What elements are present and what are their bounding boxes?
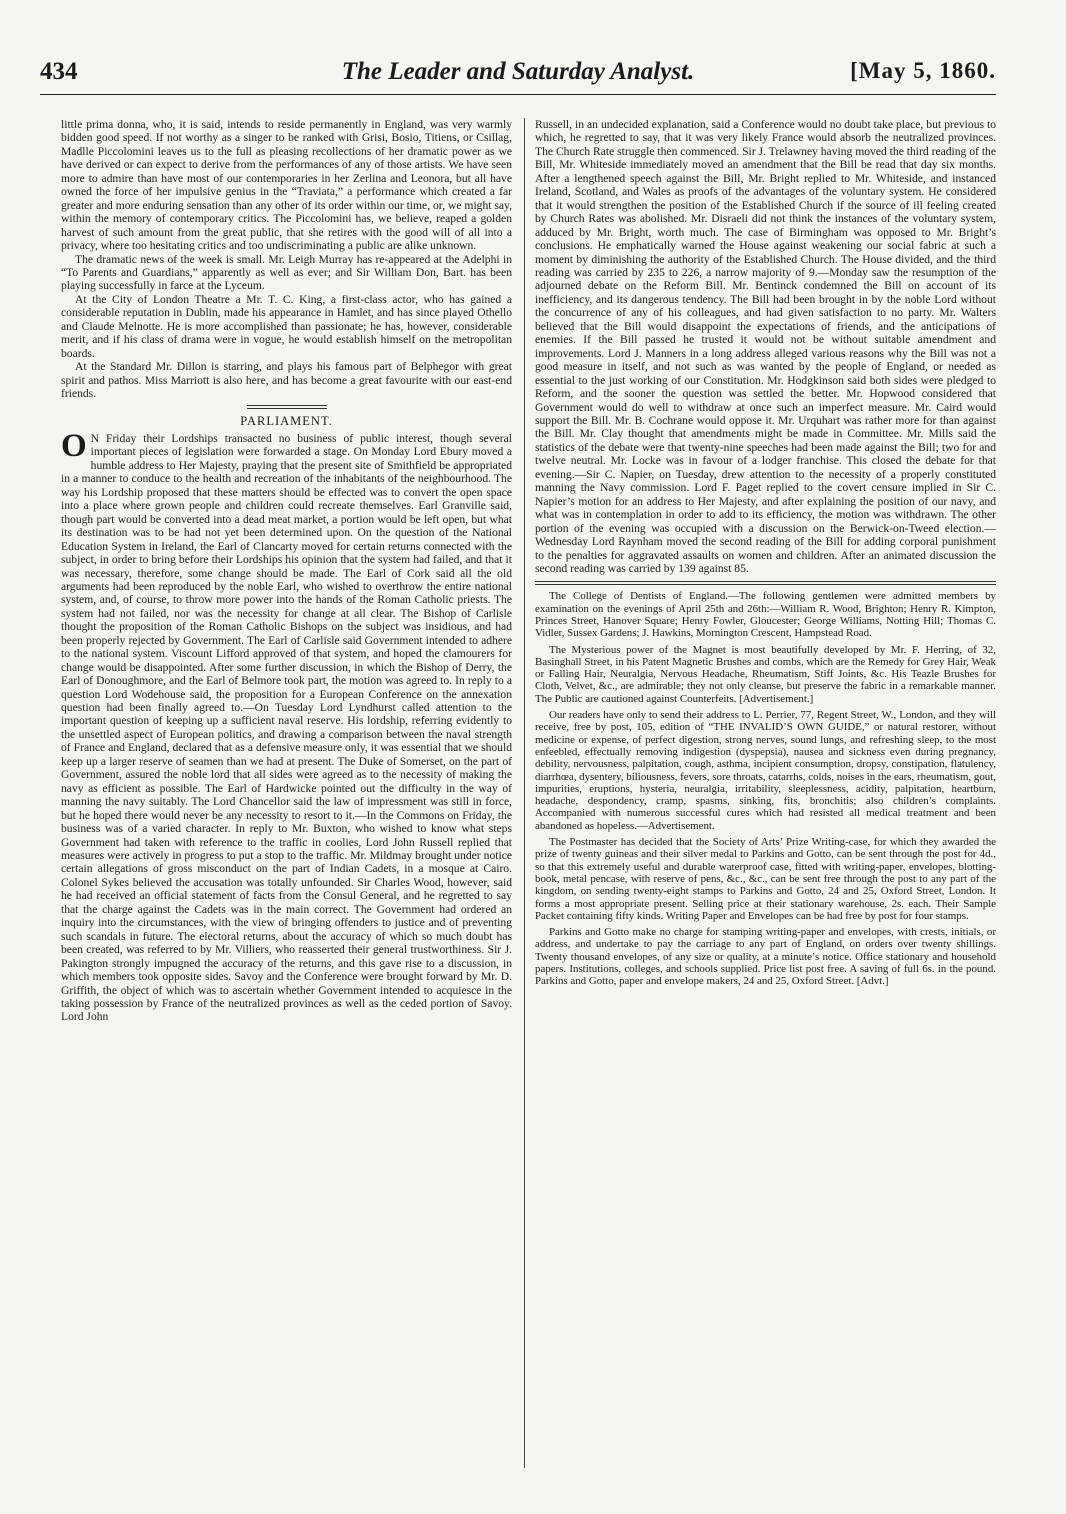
- parliament-continued: Russell, in an undecided explanation, said a Conference would no doubt take place, but previous to which, he regretted to say, that it was very likely France would absorb the neutralized provinces. The Church Rate struggle then commenced. Sir J. Trelawney having moved the third reading of the Bill, Mr. Whiteside immediately moved an amendment that the Bill be read that day six months. After a lengthened speech against the Bill, Mr. Bright replied to Mr. Whiteside, and instanced Ireland, Scotland, and Wales as proofs of the advantages of the voluntary system. He considered that it would strengthen the position of the Established Church if the source of ill feeling created by Church Rates was abolished. Mr. Disraeli did not think the instances of the voluntary system, adduced by Mr. Bright, worth much. The case of Birmingham was opposed to Mr. Bright’s conclusions. He emphatically warned the House against weakening our social fabric at such a moment by diminishing the authority of the Established Church. The House divided, and the third reading was carried by 235 to 226, a narrow majority of 9.—Monday saw the resumption of the adjourned debate on the Reform Bill. Mr. Bentinck condemned the Bill on account of its inefficiency, and its dangerous tendency. The Bill had been brought in by the noble Lord without the concurrence of any of his colleagues, and had given satisfaction to no party. Mr. Walters believed that the Bill would disappoint the expectations of friends, and the anticipations of enemies. If the Bill passed he trusted it would not be without suitable amendment and improvements. Lord J. Manners in a long address alleged various reasons why the Bill was not a good measure in itself, and not such as was wanted by the people of England, or needed as essential to the just working of our Constitution. Mr. Hodgkinson said both sides were pledged to Reform, and the sooner the question was settled the better. Mr. Hopwood considered that Government would do well to withdraw at once such an imperfect measure. Mr. Caird would support the Bill. Mr. B. Cochrane would oppose it. Mr. Urquhart was rather more for than against the Bill. Mr. Clay thought that amendments might be made in Committee. Mr. Mills said the statistics of the debate were that twenty-nine speeches had been made against the Bill; two for and twelve neutral. Mr. Locke was in favour of a lodger franchise. This closed the debate for that evening.—Sir C. Napier, on Tuesday, drew attention to the necessity of a properly constituted manning the Navy commission. Lord F. Paget replied to the covert censure implied in Sir C. Napier’s motion for an address to Her Majesty, and after explaining the position of our navy, and what was in contemplation in order to add to its efficiency, the motion was withdrawn. The other portion of the evening was occupied with a discussion on the Berwick-on-Tweed election.—Wednesday Lord Raynham moved the second reading of the Bill for adding corporal punishment to the penalties for aggravated assaults on women and children. After an animated discussion the second reading was carried by 139 against 85.: [535, 118, 996, 575]
- advert-writing-case: The Postmaster has decided that the Society of Arts’ Prize Writing-case, for which they awarded the prize of twenty guineas and their silver medal to Parkins and Gotto, can be sent through the post for 4d., so that this extremely useful and durable waterproof case, fitted with writing-paper, envelopes, blotting-book, metal pencase, with reserve of pens, &c., &c., can be sent free through the post to any part of the kingdom, on sending twenty-eight stamps to Parkins and Gotto, 24 and 25, Oxford Street, London. It forms a most appropriate present. Selling price at their stationary warehouse, 2s. each. Their Sample Packet containing fifty kinds. Writing Paper and Envelopes can be had free by post for four stamps.: [535, 836, 996, 922]
- masthead-rule: [40, 94, 996, 95]
- theatre-paragraph-4: At the Standard Mr. Dillon is starring, and plays his famous part of Belphegor with great spirit and pathos. Miss Marriott is also here, and has become a great favourite with our east-end friends.: [61, 360, 512, 401]
- advert-invalids-guide: Our readers have only to send their address to L. Perrier, 77, Regent Street, W., London, and they will receive, free by post, 105, edition of “THE INVALID’S OWN GUIDE,” or natural restorer, without medicine or expense, of perfect digestion, strong nerves, sound lungs, and refreshing sleep, to the most enfeebled, effectually removing indigestion (dyspepsia), nausea and sickness even during pregnancy, debility, nervousness, palpitation, cough, asthma, incipient consumption, dropsy, constipation, flatulency, diarrhœa, dysentery, biliousness, fevers, sore throats, catarrhs, colds, noises in the ears, rheumatism, gout, impurities, eruptions, hysteria, neuralgia, irritability, sleeplessness, acidity, palpitation, heartburn, headache, despondency, cramp, spasms, sinking, fits, bronchitis; also children’s complaints. Accompanied with numerous successful cures which had resisted all medical treatment and been abandoned as hopeless.—Advertisement.: [535, 709, 996, 832]
- advert-dentists: The College of Dentists of England.—The following gentlemen were admitted members by examination on the evenings of April 25th and 26th:—William R. Wood, Brighton; Henry R. Kimpton, Princes Street, Hanover Square; Henry Fowler, Gloucester; George Williams, Notting Hill; Thomas C. Vidler, Sussex Gardens; J. Hawkins, Mornington Crescent, Hampstead Road.: [535, 590, 996, 640]
- advertisements: [535, 590, 996, 987]
- column-divider: [524, 118, 525, 1468]
- right-column: [535, 118, 996, 992]
- publication-title: The Leader and Saturday Analyst.: [341, 58, 695, 85]
- advert-rule: [535, 581, 996, 585]
- left-column: [61, 118, 512, 1024]
- parliament-paragraph: [61, 427, 512, 1024]
- theatre-paragraph-3: At the City of London Theatre a Mr. T. C. King, a first-class actor, who has gained a considerable reputation in Dublin, made his appearance in Hamlet, and has since played Othello and Claude Melnotte. He is more accomplished than passionate; he has, however, considerable merit, and if his class of drama were in vogue, he would establish himself on the metropolitan boards.: [61, 292, 512, 360]
- section-rule: [247, 405, 327, 409]
- page-number: 434: [40, 58, 78, 85]
- parliament-text: N Friday their Lordships transacted no business of public interest, though several important pieces of legislation were forwarded a stage. On Monday Lord Ebury moved a humble address to Her Majesty, praying that the present site of Smithfield be appropriated in a manner to conduce to the health and recreation of the inhabitants of the neighbourhood. The way his Lordship proposed that these matters should be effected was to convert the open space into a place where grown people and children could recreate themselves. Earl Granville said, though part would be converted into a dead meat market, a portion would be left open, but what its destination was to be had not yet been determined upon. On the question of the National Education System in Ireland, the Earl of Clancarty moved for certain returns connected with the subject, in order to bring before their Lordships his opinion that the system had failed, and that it was necessary, therefore, some change should be made. The Earl of Cork said all the old arguments had been reproduced by the noble Earl, who wished to overthrow the entire national system, and, of course, to throw more power into the hands of the Roman Catholic priests. The system had not failed, nor was the necessity for change at all clear. The Bishop of Carlisle thought the proposition of the Roman Catholic Bishops on the subject was insidious, and had been properly rejected by Government. The Earl of Carlisle said Government intended to adhere to the national system. Viscount Lifford approved of that system, and hoped the clamourers for change would be disappointed. After some further discussion, in which the Bishop of Derry, the Earl of Donoughmore, and the Earl of Belmore took part, the motion was agreed to. In reply to a question Lord Wodehouse said, the proposition for a European Conference on the annexation question had been finally agreed to.—On Tuesday Lord Lyndhurst called attention to the important question of keeping up a sufficient naval reserve. His lordship, referring evidently to the unsettled aspect of European politics, and drawing a comparison between the naval strength of France and England, declared that as a defensive measure only, it was essential that we should keep up a larger reserve of seamen than we had at present. The Duke of Somerset, on the part of Government, assured the noble lord that all sides were agreed as to the necessity of making the navy as efficient as possible. The Earl of Hardwicke pointed out the difficulty in the way of manning the navy suitably. The Lord Chancellor said the law of impressment was still in force, but he hoped there would never be any necessity to resort to it.—In the Commons on Friday, the business was of a varied character. In reply to Mr. Buxton, who wished to know what steps Government had taken with reference to the traffic in coolies, Lord John Russell replied that measures were actively in progress to put a stop to the traffic. Mr. Mildmay brought under notice certain allegations of gross misconduct on the part of Indian Cadets, in a mosque at Cairo. Colonel Sykes believed the accusation was totally unfounded. Sir Charles Wood, however, said he had received an official statement of facts from the Consul General, and he regretted to say that the charge against the Cadets was in the main correct. The Government had ordered an inquiry into the circumstances, with the view of bringing offenders to justice and of preventing such scandals in future. The electoral returns, about the accuracy of which so much doubt has been created, was referred to by Mr. Villiers, who reasserted their general trustworthiness. Sir J. Pakington strongly impugned the accuracy of the returns, and this gave rise to a discussion, in which members took opposite sides. Savoy and the Conference were brought forward by Mr. D. Griffith, the object of which was to ascertain whether Government intended to acquiesce in the taking possession by France of the neutralized provinces as well as the ceded portion of Savoy. Lord John: [61, 431, 512, 1024]
- issue-date: [May 5, 1860.: [850, 58, 996, 83]
- masthead: [40, 58, 996, 102]
- advert-magnet: The Mysterious power of the Magnet is most beautifully developed by Mr. F. Herring, of 32, Basinghall Street, in his Patent Magnetic Brushes and combs, which are the Remedy for Grey Hair, Weak or Falling Hair, Neuralgia, Nervous Headache, Rheumatism, Stiff Joints, &c. His Teazle Brushes for Cloth, Velvet, &c., are admirable; they not only cleanse, but preserve the fabric in a remarkable manner. The Public are cautioned against Counterfeits. [Advertisement.]: [535, 643, 996, 705]
- parliament-heading: PARLIAMENT.: [240, 413, 333, 428]
- theatre-paragraph-1: little prima donna, who, it is said, intends to reside permanently in England, was very warmly bidden good speed. If not worthy as a singer to be ranked with Grisi, Bosio, Titiens, or Csillag, Madlle Piccolomini leaves us to the full as pleasing recollections of her dramatic power as we have derived or can expect to derive from the performances of any of those artists. We have seen more to admire than have most of our contemporaries in her Zerlina and Leonora, but all have owned the force of her impulsive genius in the “Traviata,” a performance which created a far greater and more enduring sensation than any other of its order within our time, or, we might say, within the memory of contemporary critics. The Piccolomini has, we believe, reaped a golden harvest of such amount from the great public, that she retires with the good will of all into a privacy, where too hesitating critics and too undiscriminating a public are alike unknown.: [61, 118, 512, 253]
- theatre-paragraph-2: The dramatic news of the week is small. Mr. Leigh Murray has re-appeared at the Adelphi in “To Parents and Guardians,” apparently as well as ever; and Sir William Don, Bart. has been playing successfully in farce at the Lyceum.: [61, 252, 512, 293]
- advert-stationery: Parkins and Gotto make no charge for stamping writing-paper and envelopes, with crests, initials, or address, and undertake to pay the carriage to any part of England, on orders over twenty shillings. Twenty thousand envelopes, of any size or quality, at a minute’s notice. Office stationary and household papers. Institutions, colleges, and schools supplied. Price list post free. A saving of full 6s. in the pound. Parkins and Gotto, paper and envelope makers, 24 and 25, Oxford Street. [Advt.]: [535, 926, 996, 988]
- drop-cap: O: [61, 427, 87, 464]
